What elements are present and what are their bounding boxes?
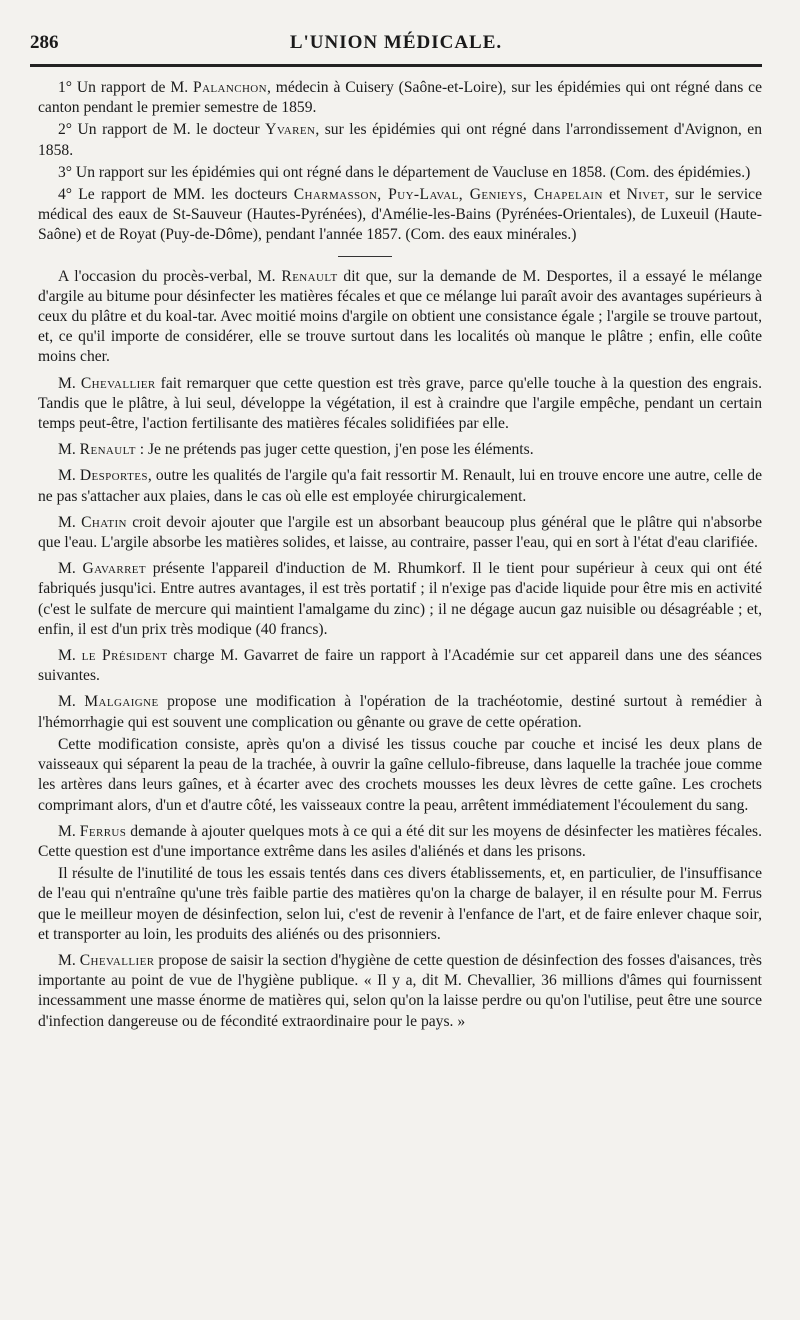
- paragraph: M. Ferrus demande à ajouter quelques mots à ce qui a été dit sur les moyens de désinfecter les matières fécales. Cette question est d'une importance extrême dans les asiles d'aliénés et dans les prisons.: [38, 822, 762, 860]
- paragraph: M. Renault : Je ne prétends pas juger cette question, j'en pose les éléments.: [58, 441, 534, 459]
- paragraph: M. le Président charge M. Gavarret de faire un rapport à l'Académie sur cet appareil dans une des séances suivantes.: [38, 647, 762, 685]
- page-header: [30, 28, 762, 58]
- section-divider: [338, 256, 392, 257]
- paragraph: M. Chevallier propose de saisir la section d'hygiène de cette question de désinfection des fosses d'aisances, très importante au point de vue de l'hygiène publique. « Il y a, dit M. Chevallier, 36 millions d'âmes qui fournissent incessamment une masse énorme de matières qui, selon qu'on la laisse perdre ou qu'on l'utilise, peut être une source d'infection dangereuse ou de fécondité extraordinaire pour le pays. »: [38, 951, 762, 1030]
- paragraph: M. Malgaigne propose une modification à l'opération de la trachéotomie, destiné surtout à remédier à l'hémorrhagie qui est souvent une complication ou gênante ou grave de cette opération.: [38, 693, 762, 731]
- list-item: 2° Un rapport de M. le docteur Yvaren, sur les épidémies qui ont régné dans l'arrondissement d'Avignon, en 1858.: [38, 121, 762, 159]
- list-item: 1° Un rapport de M. Palanchon, médecin à Cuisery (Saône-et-Loire), sur les épidémies qui ont régné dans ce canton pendant le premier semestre de 1859.: [38, 79, 762, 117]
- paragraph: Cette modification consiste, après qu'on a divisé les tissus couche par couche et incisé les deux plans de vaisseaux qui séparent la peau de la trachée, à ouvrir la gaîne cellulo-fibreuse, dans laquelle la trachée joue comme les artères dans leurs gaînes, et à écarter avec des crochets mousses les deux lèvres de cette gaîne. Les crochets comprimant alors, d'un et d'autre côté, les vaisseaux contre la peau, arrêtent immédiatement l'écoulement du sang.: [38, 735, 762, 814]
- running-title: L'UNION MÉDICALE.: [289, 32, 503, 53]
- list-item: 3° Un rapport sur les épidémies qui ont régné dans le département de Vaucluse en 1858. (Com. des épidémies.): [58, 163, 751, 181]
- paragraph: M. Desportes, outre les qualités de l'argile qu'a fait ressortir M. Renault, lui en trouve encore une autre, celle de ne pas s'attacher aux plaies, dans le cas où elle est employée chirurgicalement.: [38, 467, 762, 505]
- article-body: [38, 78, 762, 1038]
- paragraph: A l'occasion du procès-verbal, M. Renault dit que, sur la demande de M. Desportes, il a essayé le mélange d'argile au bitume pour désinfecter les matières fécales et que ce mélange lui paraît avoir des avantages supérieurs à ceux du plâtre et du koal-tar. Avec moitié moins d'argile on obtient une consistance égale ; l'argile se trouve partout, et, ce qu'il importe de considérer, elle se trouve surtout dans les localités où manque le plâtre ; enfin, elle coûte moins cher.: [38, 267, 763, 366]
- list-item: 4° Le rapport de MM. les docteurs Charmasson, Puy-Laval, Genieys, Chapelain et Nivet, sur le service médical des eaux de St-Sauveur (Hautes-Pyrénées), d'Amélie-les-Bains (Pyrénées-Orientales), de Luxeuil (Haute-Saône) et de Royat (Puy-de-Dôme), pendant l'année 1857. (Com. des eaux minérales.): [38, 186, 762, 244]
- paragraph: Il résulte de l'inutilité de tous les essais tentés dans ces divers établissements, et, en particulier, de l'insuffisance de l'eau qui n'entraîne qu'une très faible partie des matières qu'on la charge de balayer, il en résulte pour M. Ferrus que le meilleur moyen de désinfection, selon lui, c'est de revenir à l'enfance de l'art, et de faire enlever chaque soir, et transporter au loin, les produits des aliénés ou des prisonniers.: [38, 865, 762, 943]
- paragraph: M. Chatin croit devoir ajouter que l'argile est un absorbant beaucoup plus général que le plâtre qui n'absorbe que l'eau. L'argile absorbe les matières solides, et laisse, au contraire, passer l'eau, qui en sort à l'état d'eau clarifiée.: [38, 513, 762, 552]
- header-rule: [30, 64, 762, 67]
- paragraph: M. Gavarret présente l'appareil d'induction de M. Rhumkorf. Il le tient pour supérieur à ceux qui ont été fabriqués jusqu'ici. Entre autres avantages, il est très portatif ; il n'exige pas d'acide liquide pour être mis en activité (c'est le sulfate de mercure qui maintient l'amalgame du zinc) ; il ne dégage aucun gaz nuisible ou désagréable ; et, enfin, il est d'un prix très modique (40 francs).: [38, 560, 762, 638]
- page-number: 286: [30, 32, 59, 53]
- paragraph: M. Chevallier fait remarquer que cette question est très grave, parce qu'elle touche à la question des engrais. Tandis que le plâtre, à lui seul, développe la végétation, il est à craindre que l'argile empêche, pendant un certain temps peut-être, l'action fertilisante des matières fécales solidifiées par elle.: [38, 374, 762, 433]
